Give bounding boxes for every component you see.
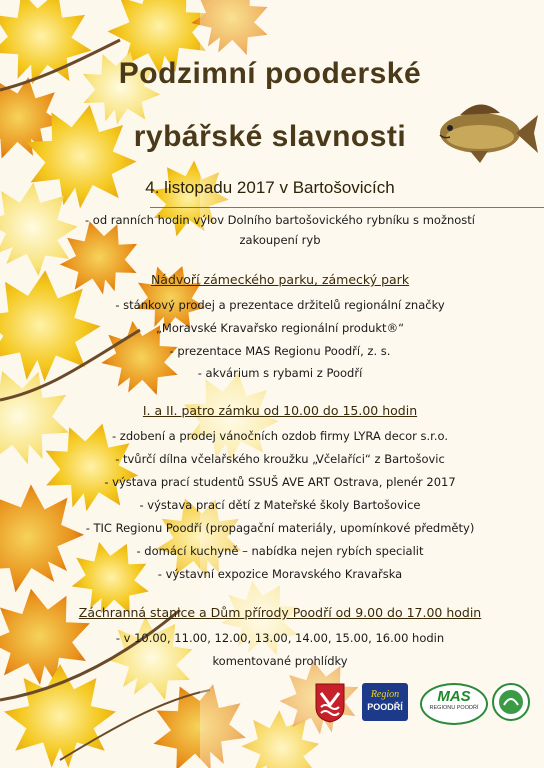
intro-line: - od ranních hodin výlov Dolního bartošovického rybníku s možností xyxy=(84,213,475,227)
list-item: komentované prohlídky xyxy=(212,654,348,668)
divider xyxy=(150,207,544,208)
list-item: - prezentace MAS Regionu Poodří, z. s. xyxy=(169,344,391,358)
region-logo-subtext: POODŘÍ xyxy=(367,702,403,712)
list-item: - v 10.00, 11.00, 12.00, 13.00, 14.00, 15.00, 16.00 hodin xyxy=(115,631,445,645)
list-item: - TIC Regionu Poodří (propagační materiály, upomínkové předměty) xyxy=(85,521,475,535)
list-item: - akvárium s rybami z Poodří xyxy=(197,366,363,380)
section-heading-courtyard: Nádvoří zámeckého parku, zámecký park xyxy=(150,272,410,287)
list-item: „Moravské Kravařsko regionální produkt®“ xyxy=(155,321,405,335)
page-title-line-1: Podzimní pooderské xyxy=(118,57,422,90)
section-heading-castle-floors: I. a II. patro zámku od 10.00 do 15.00 hodin xyxy=(142,403,418,418)
list-item: - výstava prací dětí z Mateřské školy Bartošovice xyxy=(139,498,421,512)
event-date: 4. listopadu 2017 v Bartošovicích xyxy=(145,178,395,197)
list-item: - výstavní expozice Moravského Kravařska xyxy=(157,567,403,581)
list-item: - zdobení a prodej vánočních ozdob firmy LYRA decor s.r.o. xyxy=(111,429,448,443)
region-logo-text: Region xyxy=(370,689,400,700)
sponsor-logos xyxy=(0,683,544,733)
region-poodri-logo xyxy=(362,683,408,721)
coat-of-arms-logo xyxy=(315,683,345,723)
page-title-line-2: rybářské slavnosti xyxy=(133,120,407,153)
mas-logo xyxy=(420,683,488,725)
list-item: - výstava prací studentů SSUŠ AVE ART Ostrava, plenér 2017 xyxy=(104,475,456,489)
list-item: - tvůrčí dílna včelařského kroužku „Včelaříci“ z Bartošovic xyxy=(115,452,445,466)
list-item: - domácí kuchyně – nabídka nejen rybích specialit xyxy=(136,544,424,558)
section-heading-rescue-station: Záchranná stanice a Dům přírody Poodří od 9.00 do 17.00 hodin xyxy=(78,605,482,620)
mas-logo-text: MAS xyxy=(437,688,471,705)
nature-center-logo xyxy=(492,683,530,721)
intro-line: zakoupení ryb xyxy=(239,233,321,247)
mas-logo-subtext: REGIONU POODŘÍ xyxy=(429,705,479,711)
list-item: - stánkový prodej a prezentace držitelů regionální značky xyxy=(115,298,445,312)
